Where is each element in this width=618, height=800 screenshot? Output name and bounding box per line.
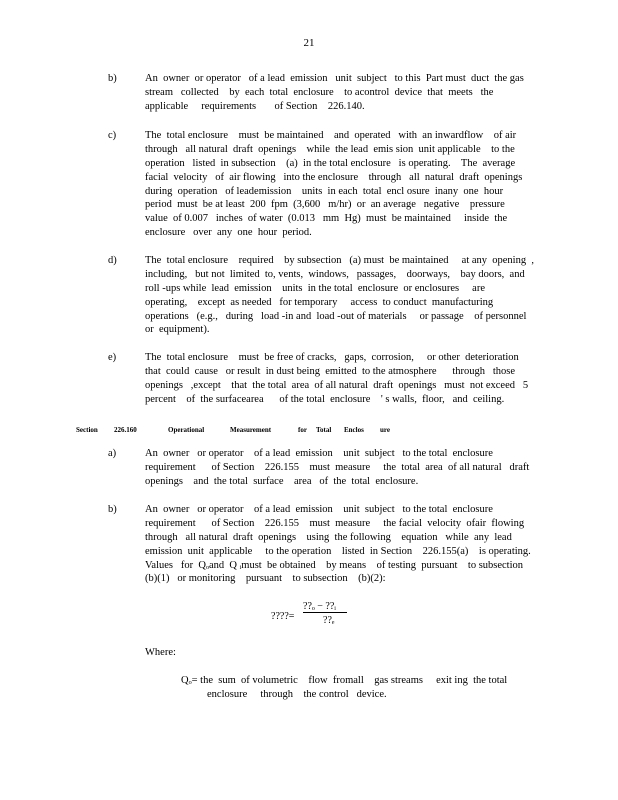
section-heading-word: Operational: [168, 426, 205, 434]
equation-numerator: ??ₒ − ??ᵢ: [303, 601, 336, 612]
item-label: d): [108, 255, 117, 266]
section-heading-word: Total: [316, 426, 332, 434]
paragraph-line: including, but not limited to, vents, windows, passages, doorways, bay doors, and: [145, 268, 525, 280]
definition-line: Qₒ= the sum of volumetric flow fromall gas streams exit ing the total: [181, 675, 508, 686]
where-label: Where:: [145, 647, 176, 658]
paragraph-line: An owner or operator of a lead emission unit subject to the total enclosure: [145, 448, 493, 459]
item-label: c): [108, 130, 117, 141]
item-label: b): [108, 73, 117, 84]
section-heading-number: 226.160: [114, 426, 137, 434]
paragraph-line: emission unit applicable to the operation listed in Section 226.155(a) is operating.: [145, 545, 531, 557]
paragraph-line: The total enclosure must be free of cracks, gaps, corrosion, or other deterioration: [145, 352, 519, 363]
paragraph-line: operating, except as needed for temporary access to conduct manufacturing: [145, 296, 494, 308]
paragraph-line: roll -ups while lead emission units in the total enclosure or enclosures are: [145, 282, 486, 294]
paragraph-line: Values for Qₒand Q ᵢmust be obtained by means of testing pursuant to subsection: [145, 559, 524, 571]
paragraph-line: stream collected by each total enclosure to acontrol device that meets the: [145, 86, 494, 98]
item-label: e): [108, 352, 117, 363]
paragraph-line: openings and the total surface area of the total enclosure.: [145, 475, 419, 487]
paragraph-line: An owner or operator of a lead emission unit subject to this Part must duct the gas: [145, 73, 524, 84]
paragraph-line: facial velocity of air flowing into the enclosure through all natural draft openings: [145, 171, 523, 183]
variable-definition: [181, 674, 521, 702]
paragraph-line: applicable requirements of Section 226.140.: [145, 100, 365, 112]
paragraph-line: or equipment).: [145, 324, 210, 336]
paragraph-line: during operation of leademission units in each total encl osure inany one hour: [145, 185, 504, 197]
paragraph-line: An owner or operator of a lead emission unit subject to the total enclosure: [145, 504, 493, 515]
fraction-bar: [303, 612, 347, 613]
paragraph-line: operation listed in subsection (a) in the total enclosure is operating. The average: [145, 157, 516, 169]
paragraph-line: openings ,except that the total area of all natural draft openings must not exceed 5: [145, 379, 529, 391]
paragraph-line: requirement of Section 226.155 must measure the facial velocity ofair flowing: [145, 517, 525, 529]
section-heading-word: Enclos: [344, 426, 364, 434]
definition-line: enclosure through the control device.: [207, 688, 387, 700]
paragraph-line: enclosure over any one hour period.: [145, 227, 312, 239]
item-label: a): [108, 448, 117, 459]
velocity-equation: [271, 600, 336, 670]
paragraph-line: requirement of Section 226.155 must measure the total area of all natural draft: [145, 461, 530, 473]
paragraph-line: The total enclosure must be maintained and operated with an inwardflow of air: [145, 130, 517, 141]
paragraph-line: through all natural draft openings while the lead emis sion unit applicable to the: [145, 143, 515, 155]
section-heading-word: Section: [76, 426, 98, 434]
equation-lhs: ????=: [271, 611, 295, 622]
paragraph-line: that could cause or result in dust being emitted to the atmosphere through those: [145, 365, 516, 377]
item-label: b): [108, 504, 117, 515]
paragraph-line: (b)(1) or monitoring pursuant to subsection (b)(2):: [145, 573, 386, 585]
section-heading-word: for: [298, 426, 307, 434]
page-number: 21: [303, 37, 315, 49]
section-heading-word: Measurement: [230, 426, 272, 434]
paragraph-line: through all natural draft openings using the following equation while any lead: [145, 531, 512, 543]
paragraph-line: period must be at least 200 fpm (3,600 m/hr) or an average negative pressure: [145, 199, 505, 211]
paragraph-line: The total enclosure required by subsection (a) must be maintained at any opening ,: [145, 255, 534, 266]
paragraph-line: percent of the surfacearea of the total enclosure ' s walls, floor, and ceiling.: [145, 393, 505, 405]
section-heading-word: ure: [380, 426, 390, 434]
paragraph-line: operations (e.g., during load -in and load -out of materials or passage of personnel: [145, 310, 527, 322]
equation-denominator: ??ₑ: [323, 615, 335, 626]
paragraph-line: value of 0.007 inches of water (0.013 mm Hg) must be maintained inside the: [145, 213, 508, 225]
